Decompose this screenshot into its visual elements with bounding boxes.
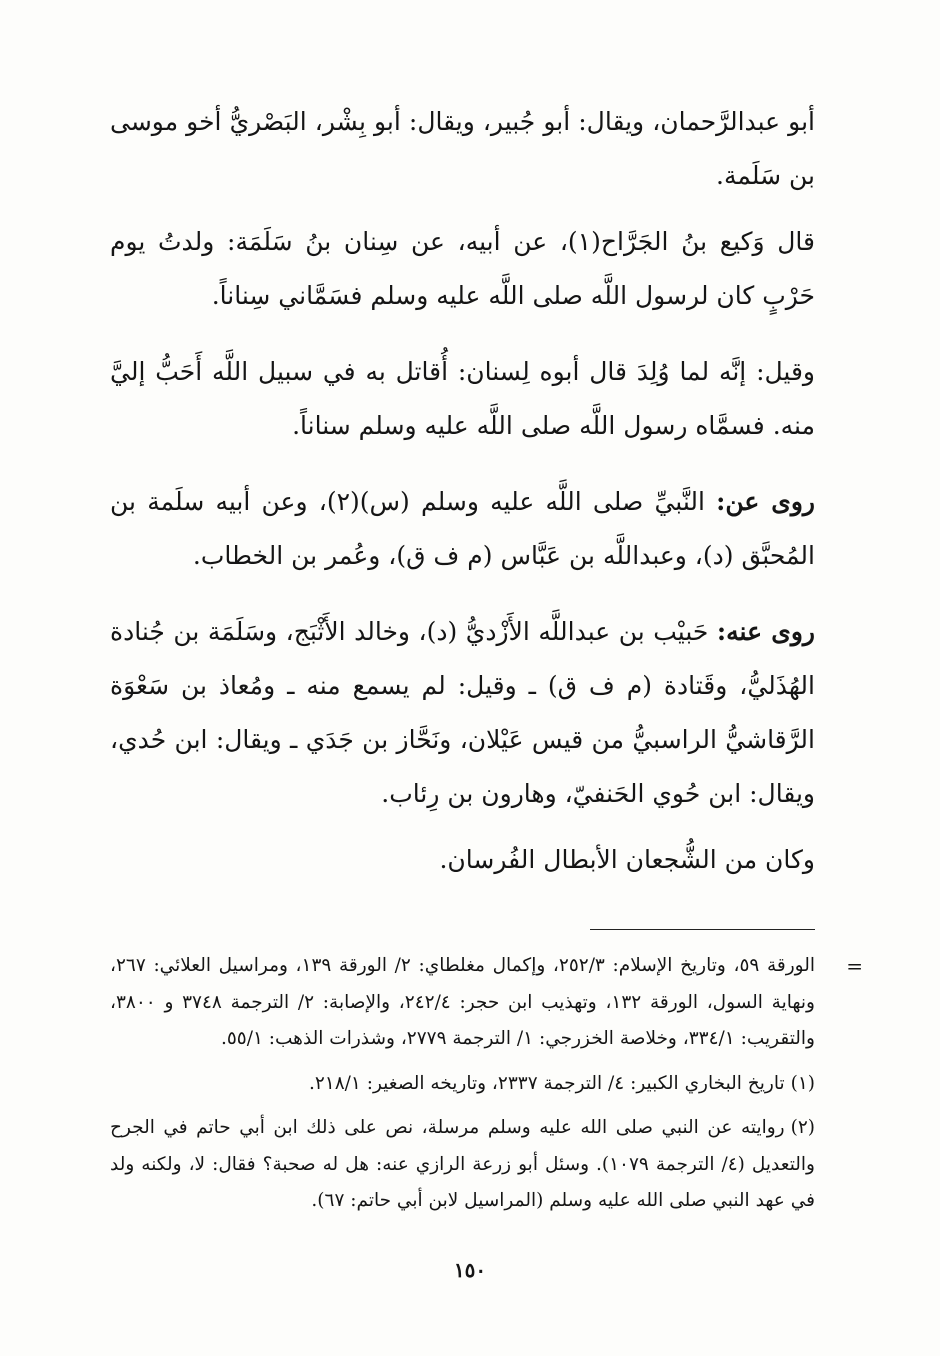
- paragraph-bravery: وكان من الشُّجعان الأبطال الفُرسان.: [439, 845, 815, 874]
- footnote-1-text: تاريخ البخاري الكبير: ٤/ الترجمة ٢٣٣٧، وتاريخه الصغير: ٢١٨/١.: [308, 1072, 785, 1094]
- footnote-2: [110, 1110, 815, 1220]
- paragraph-alt-story: وقيل: إنَّه لما وُلِدَ قال أبوه لِسنان: أُقاتل به في سبيل اللَّه أَحَبُّ إليَّ منه. فسمَّاه رسول اللَّه صلى اللَّه عليه وسلم سناناً.: [110, 357, 815, 440]
- main-text: [110, 95, 815, 887]
- paragraph-naming-story: قال وَكيع بنُ الجَرَّاح(١)، عن أبيه، عن سِنان بنُ سَلَمَة: ولدتُ يوم حَرْبٍ كان لرسول اللَّه صلى اللَّه عليه وسلم فسَمَّاني سِناناً.: [110, 227, 815, 310]
- footnote-2-text: روايته عن النبي صلى الله عليه وسلم مرسلة، نص على ذلك ابن أبي حاتم في الجرح والتعديل (٤/ الترجمة ١٠٧٩). وسئل أبو زرعة الرازي عنه: هل له صحبة؟ فقال: لا، ولكنه ولد في عهد النبي صلى الله عليه وسلم (المراسيل لابن أبي حاتم: ٦٧).: [110, 1117, 815, 1211]
- paragraph-name-kunya: أبو عبدالرَّحمان، ويقال: أبو جُبير، ويقال: أبو بِشْر، البَصْريُّ أخو موسى بن سَلَمة.: [110, 107, 815, 190]
- continuation-mark: =: [846, 954, 863, 978]
- narrators-label: روى عنه:: [716, 617, 816, 646]
- narrated-from-label: روى عن:: [716, 487, 816, 516]
- footnote-separator: [590, 929, 815, 930]
- narrators-text: حَبيْب بن عبداللَّه الأَزْديُّ (د)، وخالد الأَثْبَج، وسَلَمَة بن جُنادة الهُذَليُّ، وقَتادة (م ف ق) ـ وقيل: لم يسمع منه ـ ومُعاذ بن سَعْوَة الرَّقاشيُّ الراسبيُّ من قيس عَيْلان، ونَحَّاز بن جَدَي ـ ويقال: ابن حُدي، ويقال: ابن حُوي الحَنفيّ، وهارون بن رِئاب.: [110, 617, 815, 808]
- footnote-continuation: [110, 948, 863, 1058]
- page-content: [110, 95, 863, 1228]
- footnote-1-number: (١): [790, 1072, 815, 1094]
- paragraph-narrators: [110, 605, 815, 821]
- paragraph-narrated-from: [110, 475, 815, 583]
- page-number: ١٥٠: [453, 1258, 487, 1282]
- footnote-continuation-text: الورقة ٥٩، وتاريخ الإسلام: ٢٥٢/٣، وإكمال مغلطاي: ٢/ الورقة ١٣٩، ومراسيل العلائي: ٢٦٧، ونهاية السول، الورقة ١٣٢، وتهذيب ابن حجر: ٢٤٢/٤، والإصابة: ٢/ الترجمة ٣٧٤٨ و ٣٨٠٠، والتقريب: ٣٣٤/١، وخلاصة الخزرجي: ١/ الترجمة ٢٧٧٩، وشذرات الذهب: ٥٥/١.: [110, 955, 815, 1049]
- footnotes: [110, 948, 863, 1220]
- narrated-from-text: النَّبيِّ صلى اللَّه عليه وسلم (س)(٢)، وعن أبيه سلَمة بن المُحبَّق (د)، وعبداللَّه بن عَبَّاس (م ف ق)، وعُمر بن الخطاب.: [110, 487, 815, 570]
- footnote-2-number: (٢): [790, 1117, 815, 1138]
- footnote-1: [110, 1066, 815, 1103]
